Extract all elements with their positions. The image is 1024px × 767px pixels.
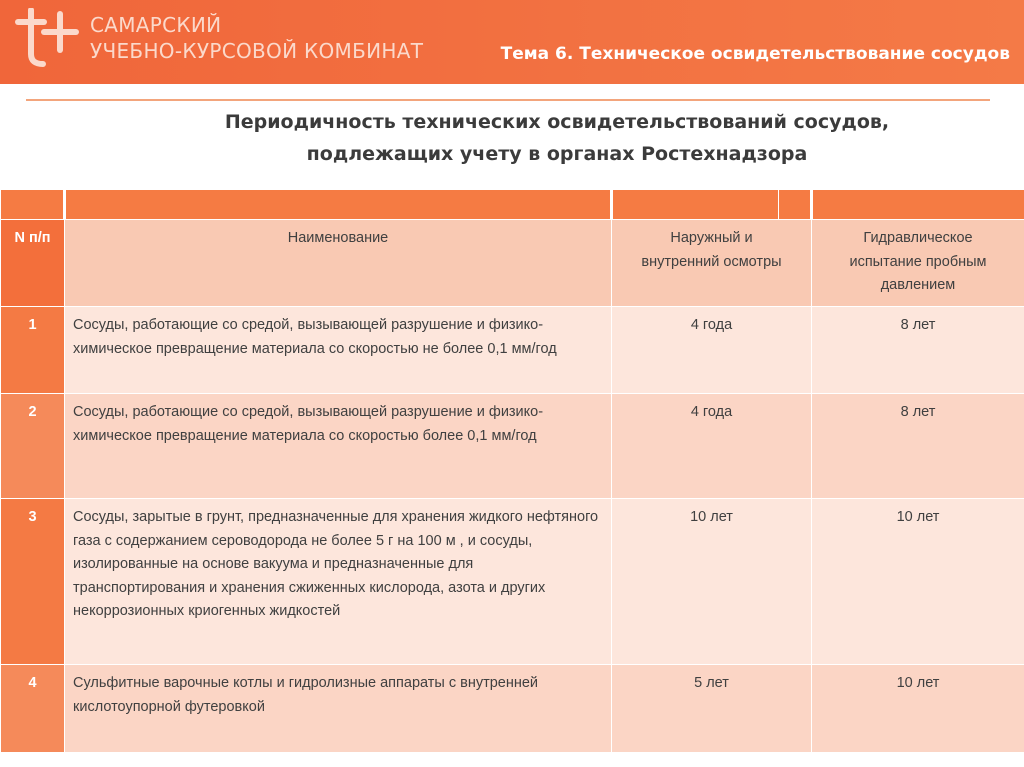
row-number: 1	[1, 307, 65, 394]
row-number: 2	[1, 394, 65, 499]
row-inspection: 5 лет	[612, 665, 812, 753]
row-name: Сосуды, работающие со средой, вызывающей разрушение и физико-химическое превращение материала со скоростью не более 0,1 мм/год	[65, 307, 612, 394]
row-inspection: 4 года	[612, 394, 812, 499]
row-hydro: 8 лет	[812, 394, 1024, 499]
column-header-hydro-line-2: испытание пробным	[849, 253, 987, 270]
topic-title: Тема 6. Техническое освидетельствование сосудов	[500, 44, 1010, 64]
row-number: 4	[1, 665, 65, 753]
company-logo-text	[90, 12, 423, 64]
row-hydro: 10 лет	[812, 499, 1024, 665]
row-inspection: 10 лет	[612, 499, 812, 665]
column-header-name: Наименование	[65, 220, 612, 307]
table-row	[1, 307, 1024, 394]
row-name: Сульфитные варочные котлы и гидролизные аппараты с внутренней кислотоупорной футеровкой	[65, 665, 612, 753]
column-header-hydro-line-1: Гидравлическое	[863, 230, 973, 246]
row-inspection: 4 года	[612, 307, 812, 394]
inspection-periodicity-table	[0, 189, 1024, 753]
table-top-bar	[1, 190, 1024, 220]
column-header-inspection-line-2: внутренний осмотры	[641, 253, 782, 270]
logo-line-2: УЧЕБНО-КУРСОВОЙ КОМБИНАТ	[90, 39, 424, 63]
column-header-num: N п/п	[1, 220, 65, 307]
table-header-row	[1, 220, 1024, 307]
company-logo-icon	[14, 8, 80, 68]
table-row	[1, 394, 1024, 499]
divider-line	[26, 99, 990, 101]
row-name: Сосуды, работающие со средой, вызывающей разрушение и физико-химическое превращение материала со скоростью более 0,1 мм/год	[65, 394, 612, 499]
slide-title	[0, 106, 1024, 170]
slide-title-line-1: Периодичность технических освидетельствований сосудов,	[224, 111, 890, 133]
row-hydro: 10 лет	[812, 665, 1024, 753]
row-hydro: 8 лет	[812, 307, 1024, 394]
column-header-hydro	[812, 220, 1024, 307]
column-header-inspection	[612, 220, 812, 307]
column-header-hydro-line-3: давлением	[880, 277, 956, 293]
logo-line-1: САМАРСКИЙ	[90, 13, 222, 37]
slide-title-line-2: подлежащих учету в органах Ростехнадзора	[306, 143, 808, 165]
header-banner	[0, 0, 1024, 84]
table-row	[1, 665, 1024, 753]
row-number: 3	[1, 499, 65, 665]
row-name: Сосуды, зарытые в грунт, предназначенные для хранения жидкого нефтяного газа с содержанием сероводорода не более 5 г на 100 м , и сосуды, изолированные на основе вакуума и предназначенные для транспортирования и хранения сжиженных кислорода, азота и других некоррозионных криогенных жидкостей	[65, 499, 612, 665]
column-header-inspection-line-1: Наружный и	[670, 230, 753, 246]
table-row	[1, 499, 1024, 665]
